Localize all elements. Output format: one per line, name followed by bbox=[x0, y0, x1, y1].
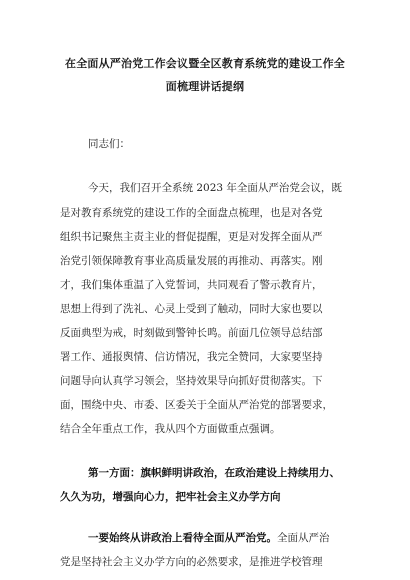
document-title-line-2: 面梳理讲话提纲 bbox=[165, 80, 245, 93]
section-heading-line-2: 久久为功，增强向心力，把牢社会主义办学方向 bbox=[60, 491, 281, 503]
section-heading-line-1: 第一方面：旗帜鲜明讲政治，在政治建设上持续用力、 bbox=[88, 467, 340, 479]
paragraph-line: 治党引领保障教育事业高质量发展的再推动、再落实。刚 bbox=[60, 255, 323, 267]
paragraph-line: 反面典型为戒，时刻做到警钟长鸣。前面几位领导总结部 bbox=[60, 327, 323, 339]
paragraph-line: 问题导向认真学习领会，坚持效果导向抓好贯彻落实。下 bbox=[60, 375, 323, 387]
paragraph-line: 才，我们集体重温了入党誓词，共同观看了警示教育片， bbox=[60, 279, 323, 291]
document-title-line-1: 在全面从严治党工作会议暨全区教育系统党的建设工作全 bbox=[65, 57, 345, 70]
subsection-line-1 bbox=[88, 531, 330, 545]
subsection-line-2: 党是坚持社会主义办学方向的必然要求，是推进学校管理 bbox=[60, 556, 323, 568]
subsection-bold-lead: 一要始终从讲政治上看待全面从严治党。 bbox=[88, 532, 277, 544]
paragraph-line: 是对教育系统党的建设工作的全面盘点梳理，也是对各党 bbox=[60, 207, 323, 219]
paragraph-line: 署工作、通报舆情、信访情况，我完全赞同，大家要坚持 bbox=[60, 351, 323, 363]
salutation: 同志们： bbox=[88, 138, 130, 150]
paragraph-line: 今天，我们召开全系统 2023 年全面从严治党会议，既 bbox=[88, 182, 342, 194]
paragraph-line: 面，围绕中央、市委、区委关于全面从严治党的部署要求， bbox=[60, 399, 333, 411]
paragraph-line: 结合全年重点工作，我从四个方面做重点强调。 bbox=[60, 423, 281, 435]
paragraph-line: 组织书记聚焦主责主业的督促提醒，更是对发挥全面从严 bbox=[60, 231, 323, 243]
paragraph-line: 思想上得到了洗礼、心灵上受到了触动，同时大家也要以 bbox=[60, 303, 323, 315]
subsection-text: 全面从严治 bbox=[277, 532, 330, 544]
